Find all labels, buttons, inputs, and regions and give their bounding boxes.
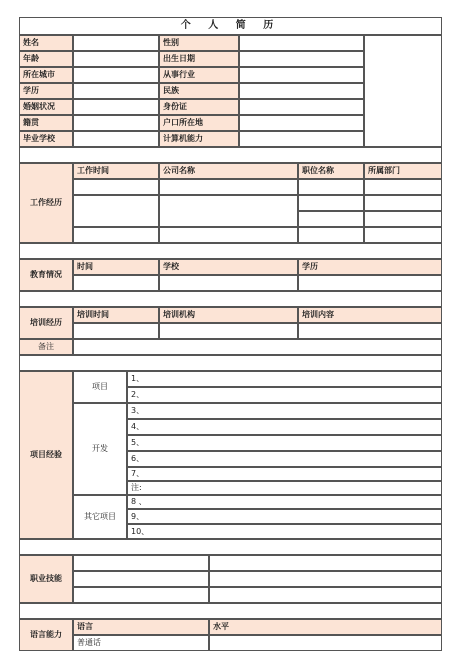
label-birthdate: 出生日期	[159, 51, 239, 67]
work-position-cell[interactable]	[298, 179, 364, 195]
value-marital[interactable]	[73, 99, 159, 115]
spacer-row	[19, 539, 442, 555]
education-time-cell[interactable]	[73, 275, 159, 291]
label-ethnicity: 民族	[159, 83, 239, 99]
project-line[interactable]: 9、	[127, 509, 442, 524]
label-city: 所在城市	[19, 67, 73, 83]
project-line[interactable]: 5、	[127, 435, 442, 451]
value-city[interactable]	[73, 67, 159, 83]
label-computer-skill: 计算机能力	[159, 131, 239, 147]
work-company-cell[interactable]	[159, 227, 298, 243]
value-name[interactable]	[73, 35, 159, 51]
training-header-institution: 培训机构	[159, 307, 298, 323]
work-company-cell[interactable]	[159, 179, 298, 195]
skill-cell[interactable]	[209, 587, 442, 603]
photo-box[interactable]	[364, 35, 442, 147]
spacer-row	[19, 603, 442, 619]
project-line[interactable]: 7、	[127, 467, 442, 481]
value-school[interactable]	[73, 131, 159, 147]
skill-cell[interactable]	[73, 571, 209, 587]
value-industry[interactable]	[239, 67, 364, 83]
skill-cell[interactable]	[73, 555, 209, 571]
spacer-row	[19, 147, 442, 163]
value-birthdate[interactable]	[239, 51, 364, 67]
label-industry: 从事行业	[159, 67, 239, 83]
project-line[interactable]: 1、	[127, 371, 442, 387]
skills-section-label: 职业技能	[19, 555, 73, 603]
work-header-position: 职位名称	[298, 163, 364, 179]
spacer-row	[19, 291, 442, 307]
skill-cell[interactable]	[209, 571, 442, 587]
training-content-cell[interactable]	[298, 323, 442, 339]
value-degree[interactable]	[73, 83, 159, 99]
work-department-cell[interactable]	[364, 179, 442, 195]
work-department-cell[interactable]	[364, 211, 442, 227]
project-note-line[interactable]: 注:	[127, 481, 442, 495]
value-id-card[interactable]	[239, 99, 364, 115]
training-time-cell[interactable]	[73, 323, 159, 339]
work-department-cell[interactable]	[364, 227, 442, 243]
work-time-cell[interactable]	[73, 227, 159, 243]
work-position-cell[interactable]	[298, 195, 364, 211]
language-name-cell[interactable]: 普通话	[73, 635, 209, 651]
skill-cell[interactable]	[209, 555, 442, 571]
project-group-other: 其它项目	[73, 495, 127, 539]
training-header-time: 培训时间	[73, 307, 159, 323]
value-hukou[interactable]	[239, 115, 364, 131]
value-gender[interactable]	[239, 35, 364, 51]
language-level-cell[interactable]	[209, 635, 442, 651]
label-hukou: 户口所在地	[159, 115, 239, 131]
project-line[interactable]: 2、	[127, 387, 442, 403]
project-section-label: 项目经验	[19, 371, 73, 539]
label-gender: 性别	[159, 35, 239, 51]
label-native-place: 籍贯	[19, 115, 73, 131]
work-position-cell[interactable]	[298, 227, 364, 243]
value-ethnicity[interactable]	[239, 83, 364, 99]
skill-cell[interactable]	[73, 587, 209, 603]
resume-title: 个 人 简 历	[19, 17, 442, 35]
training-header-content: 培训内容	[298, 307, 442, 323]
project-group-development: 开发	[73, 403, 127, 495]
label-name: 姓名	[19, 35, 73, 51]
education-header-degree: 学历	[298, 259, 442, 275]
label-age: 年龄	[19, 51, 73, 67]
project-group-project: 项目	[73, 371, 127, 403]
training-institution-cell[interactable]	[159, 323, 298, 339]
notes-field[interactable]	[73, 339, 442, 355]
project-line[interactable]: 4、	[127, 419, 442, 435]
work-header-company: 公司名称	[159, 163, 298, 179]
work-header-department: 所属部门	[364, 163, 442, 179]
work-header-time: 工作时间	[73, 163, 159, 179]
label-degree: 学历	[19, 83, 73, 99]
value-computer-skill[interactable]	[239, 131, 364, 147]
label-marital: 婚姻状况	[19, 99, 73, 115]
education-header-time: 时间	[73, 259, 159, 275]
work-department-cell[interactable]	[364, 195, 442, 211]
project-line[interactable]: 3、	[127, 403, 442, 419]
work-time-cell[interactable]	[73, 179, 159, 195]
label-school: 毕业学校	[19, 131, 73, 147]
education-degree-cell[interactable]	[298, 275, 442, 291]
education-section-label: 教育情况	[19, 259, 73, 291]
education-header-school: 学校	[159, 259, 298, 275]
work-company-cell[interactable]	[159, 195, 298, 227]
language-header-level: 水平	[209, 619, 442, 635]
language-header-language: 语言	[73, 619, 209, 635]
education-school-cell[interactable]	[159, 275, 298, 291]
notes-label: 备注	[19, 339, 73, 355]
value-native-place[interactable]	[73, 115, 159, 131]
project-line[interactable]: 8 、	[127, 495, 442, 509]
value-age[interactable]	[73, 51, 159, 67]
label-id-card: 身份证	[159, 99, 239, 115]
spacer-row	[19, 355, 442, 371]
work-section-label: 工作经历	[19, 163, 73, 243]
project-line[interactable]: 6、	[127, 451, 442, 467]
project-line[interactable]: 10、	[127, 524, 442, 539]
spacer-row	[19, 243, 442, 259]
work-position-cell[interactable]	[298, 211, 364, 227]
language-section-label: 语言能力	[19, 619, 73, 651]
work-time-cell[interactable]	[73, 195, 159, 227]
training-section-label: 培训经历	[19, 307, 73, 339]
